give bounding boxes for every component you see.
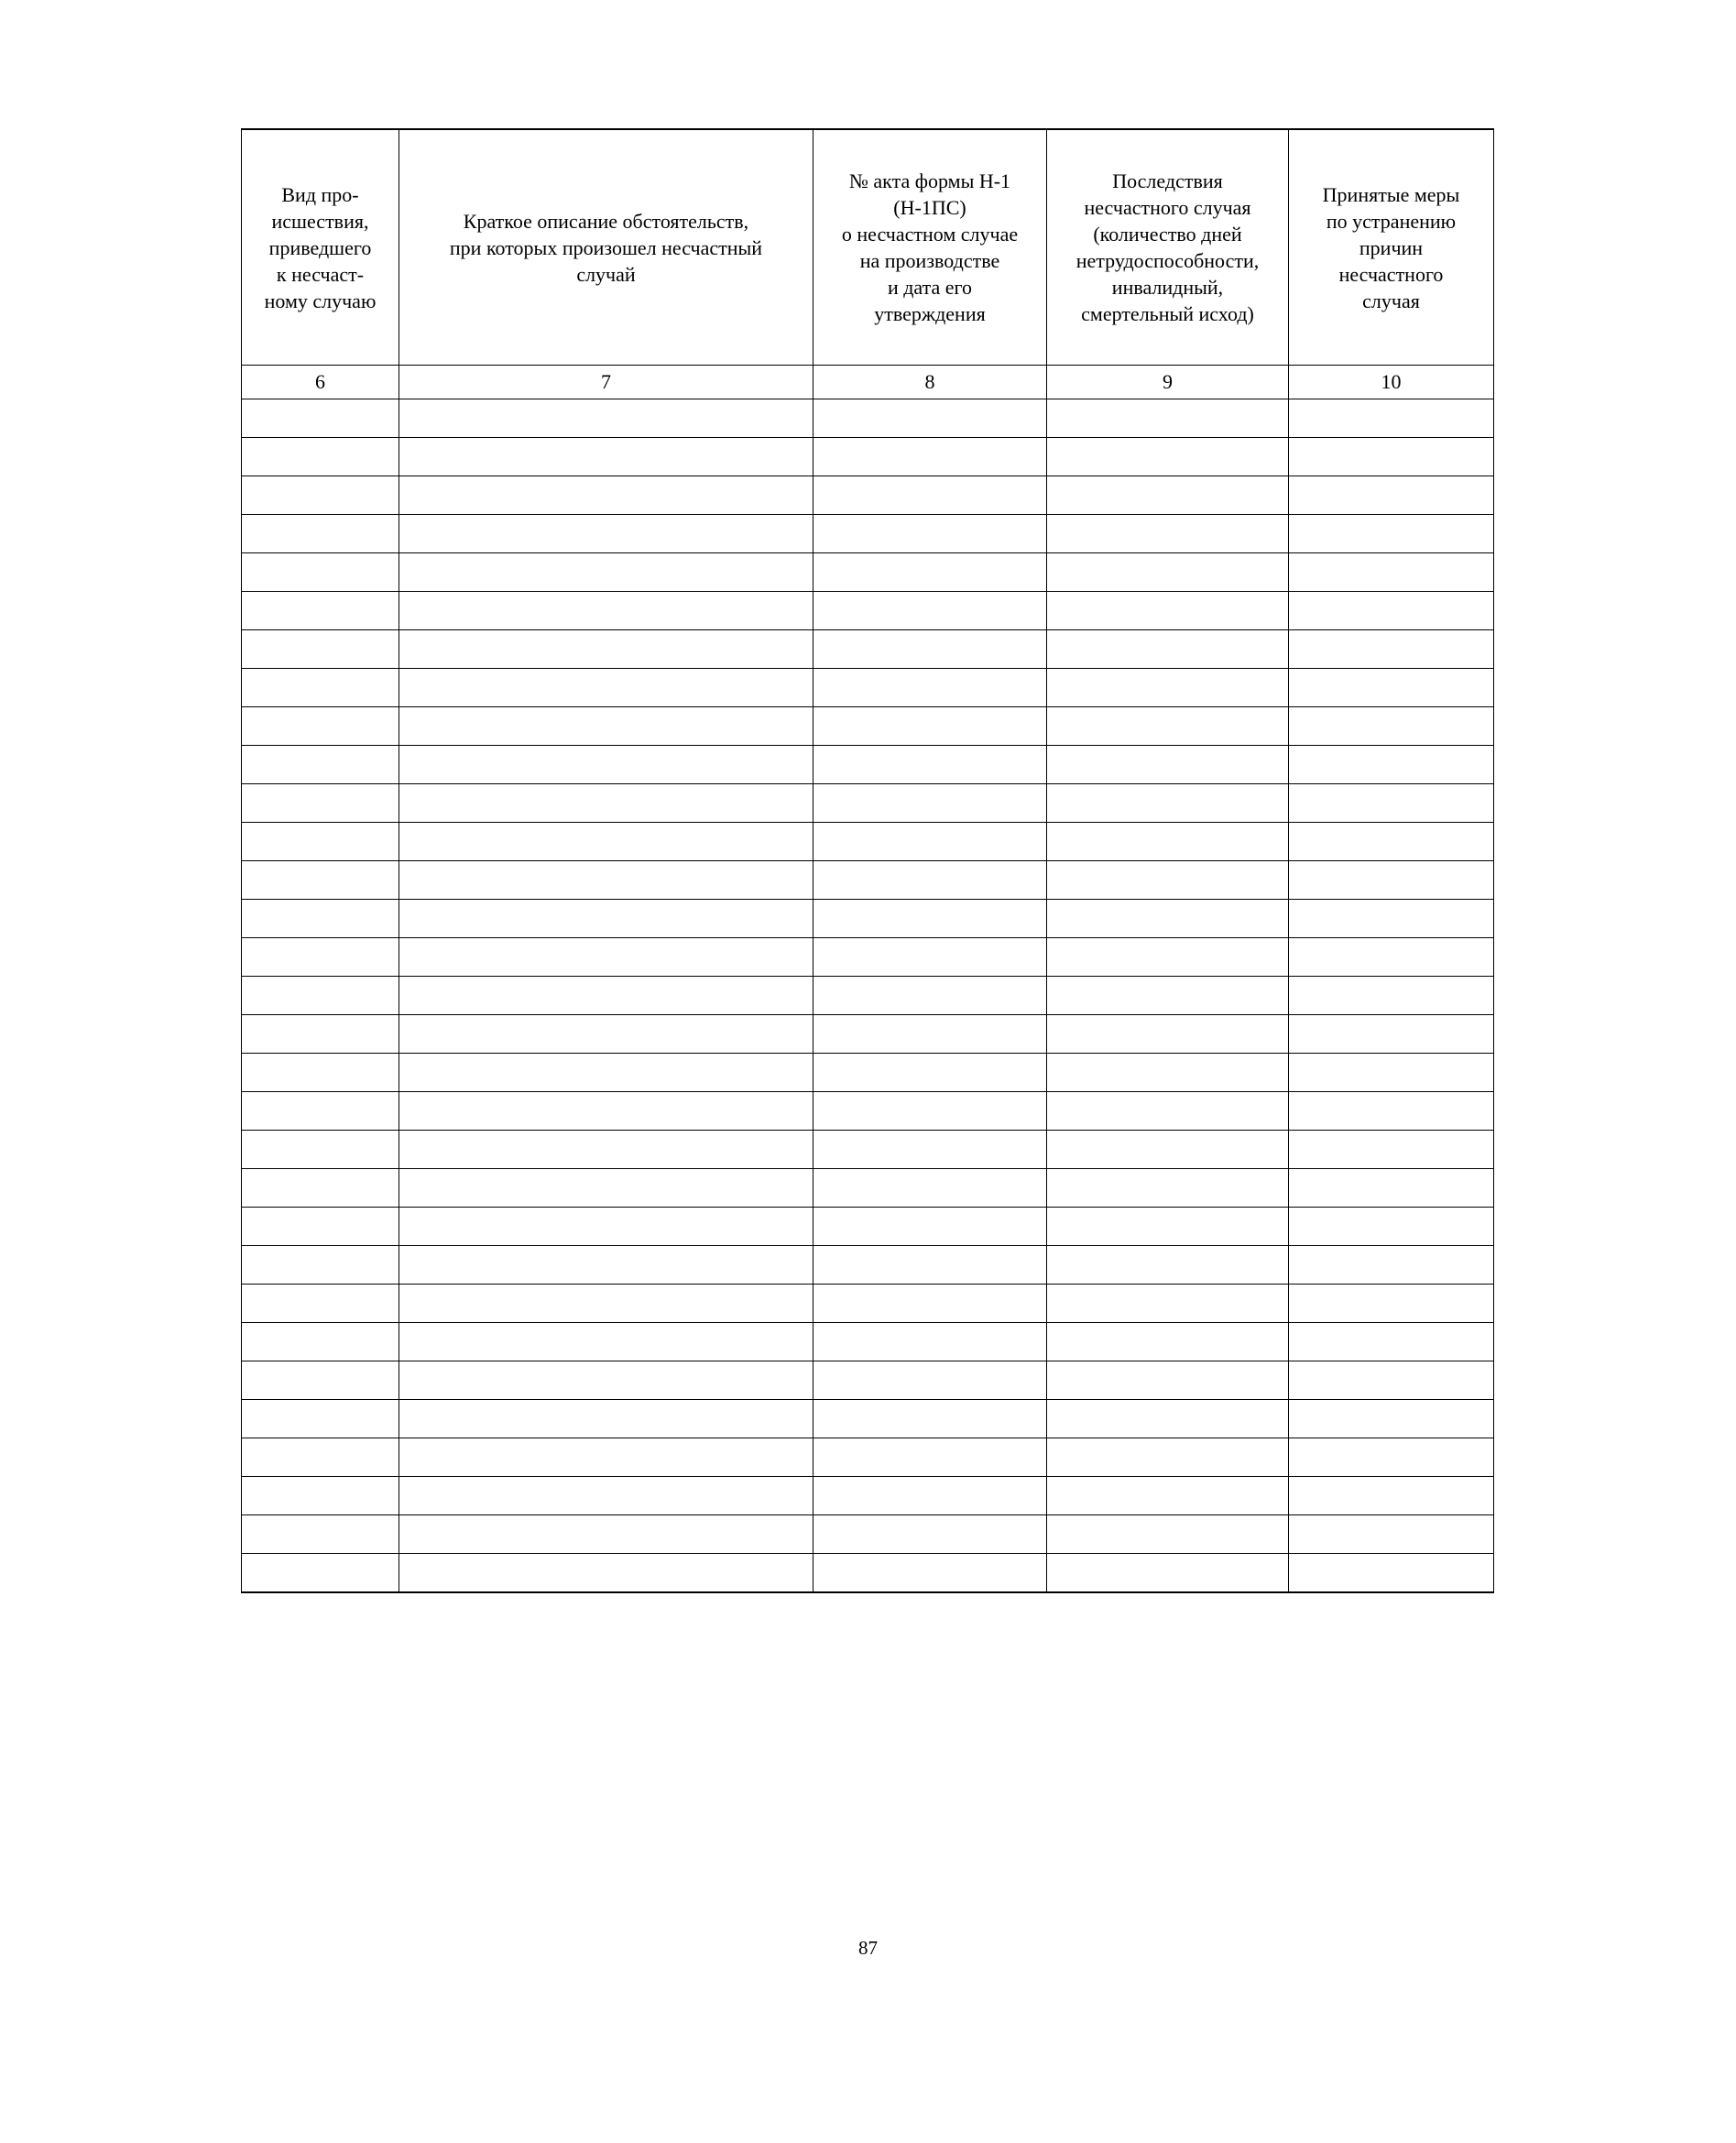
- table-row: [242, 1361, 1494, 1400]
- table-cell-empty[interactable]: [1047, 900, 1289, 938]
- table-cell-empty[interactable]: [399, 1400, 813, 1438]
- table-row: [242, 1554, 1494, 1593]
- table-cell-empty[interactable]: [813, 707, 1047, 746]
- column-number-7: 7: [399, 366, 813, 399]
- column-number-9: 9: [1047, 366, 1289, 399]
- column-header-measures: Принятые меры по устранению причин несчастного случая: [1289, 129, 1494, 366]
- table-cell-empty[interactable]: [399, 1477, 813, 1515]
- table-cell-empty[interactable]: [399, 1054, 813, 1092]
- table-cell-empty[interactable]: [813, 784, 1047, 823]
- table-cell-empty[interactable]: [1047, 1323, 1289, 1361]
- table-cell-empty[interactable]: [1289, 784, 1494, 823]
- table-row: [242, 1400, 1494, 1438]
- table-cell-empty[interactable]: [1289, 823, 1494, 861]
- table-cell-empty[interactable]: [399, 977, 813, 1015]
- table-cell-empty[interactable]: [242, 938, 399, 977]
- table-cell-empty[interactable]: [1047, 515, 1289, 553]
- table-cell-empty[interactable]: [242, 476, 399, 515]
- column-header-consequences: Последствия несчастного случая (количество дней нетрудоспособности, инвалидный, смертельный исход): [1047, 129, 1289, 366]
- table-cell-empty[interactable]: [399, 1323, 813, 1361]
- table-cell-empty[interactable]: [399, 592, 813, 630]
- table-cell-empty[interactable]: [242, 630, 399, 669]
- table-row: [242, 900, 1494, 938]
- table-cell-empty[interactable]: [1047, 1554, 1289, 1593]
- table-cell-empty[interactable]: [399, 784, 813, 823]
- table-cell-empty[interactable]: [813, 900, 1047, 938]
- table-row: [242, 438, 1494, 476]
- table-cell-empty[interactable]: [242, 1169, 399, 1208]
- table-cell-empty[interactable]: [1047, 1169, 1289, 1208]
- table-cell-empty[interactable]: [242, 1015, 399, 1054]
- table-row: [242, 977, 1494, 1015]
- table-cell-empty[interactable]: [242, 1515, 399, 1554]
- table-cell-empty[interactable]: [813, 1169, 1047, 1208]
- table-cell-empty[interactable]: [242, 1054, 399, 1092]
- column-number-10: 10: [1289, 366, 1494, 399]
- table-cell-empty[interactable]: [1047, 938, 1289, 977]
- column-number-row: [242, 366, 1494, 399]
- table-cell-empty[interactable]: [242, 592, 399, 630]
- table-cell-empty[interactable]: [399, 1361, 813, 1400]
- table-cell-empty[interactable]: [1289, 707, 1494, 746]
- table-cell-empty[interactable]: [813, 1477, 1047, 1515]
- table-cell-empty[interactable]: [399, 1554, 813, 1593]
- table-row: [242, 1285, 1494, 1323]
- column-number-6: 6: [242, 366, 399, 399]
- table-cell-empty[interactable]: [813, 553, 1047, 592]
- table-row: [242, 553, 1494, 592]
- table-cell-empty[interactable]: [242, 1323, 399, 1361]
- table-cell-empty[interactable]: [1289, 669, 1494, 707]
- table-row: [242, 1169, 1494, 1208]
- table-cell-empty[interactable]: [399, 707, 813, 746]
- table-row: [242, 1015, 1494, 1054]
- table-cell-empty[interactable]: [242, 1361, 399, 1400]
- table-cell-empty[interactable]: [1289, 746, 1494, 784]
- table-row: [242, 823, 1494, 861]
- table-cell-empty[interactable]: [813, 1131, 1047, 1169]
- table-cell-empty[interactable]: [813, 592, 1047, 630]
- page-number: 87: [858, 1937, 878, 1959]
- table-cell-empty[interactable]: [1289, 1285, 1494, 1323]
- table-cell-empty[interactable]: [1047, 1361, 1289, 1400]
- table-cell-empty[interactable]: [1047, 1092, 1289, 1131]
- table-cell-empty[interactable]: [813, 399, 1047, 438]
- table-row: [242, 669, 1494, 707]
- table-cell-empty[interactable]: [1047, 1400, 1289, 1438]
- table-cell-empty[interactable]: [1047, 1246, 1289, 1285]
- table-row: [242, 515, 1494, 553]
- table-cell-empty[interactable]: [813, 1054, 1047, 1092]
- table-cell-empty[interactable]: [1289, 1015, 1494, 1054]
- table-cell-empty[interactable]: [1047, 707, 1289, 746]
- table-cell-empty[interactable]: [399, 1438, 813, 1477]
- table-cell-empty[interactable]: [1289, 1054, 1494, 1092]
- table-cell-empty[interactable]: [399, 438, 813, 476]
- table-cell-empty[interactable]: [813, 630, 1047, 669]
- table-cell-empty[interactable]: [813, 1515, 1047, 1554]
- table-cell-empty[interactable]: [242, 1131, 399, 1169]
- table-cell-empty[interactable]: [1289, 938, 1494, 977]
- table-cell-empty[interactable]: [399, 1515, 813, 1554]
- table-row: [242, 1208, 1494, 1246]
- table-cell-empty[interactable]: [1289, 1169, 1494, 1208]
- table-cell-empty[interactable]: [399, 1208, 813, 1246]
- table-cell-empty[interactable]: [242, 1285, 399, 1323]
- table-cell-empty[interactable]: [813, 515, 1047, 553]
- table-cell-empty[interactable]: [1289, 553, 1494, 592]
- table-cell-empty[interactable]: [1047, 553, 1289, 592]
- table-cell-empty[interactable]: [1047, 861, 1289, 900]
- table-cell-empty[interactable]: [242, 399, 399, 438]
- table-cell-empty[interactable]: [813, 1092, 1047, 1131]
- table-cell-empty[interactable]: [242, 861, 399, 900]
- table-cell-empty[interactable]: [1289, 1515, 1494, 1554]
- table-header-row: [242, 129, 1494, 366]
- table-cell-empty[interactable]: [1047, 1208, 1289, 1246]
- table-cell-empty[interactable]: [399, 938, 813, 977]
- table-cell-empty[interactable]: [1289, 1246, 1494, 1285]
- column-header-circumstances: Краткое описание обстоятельств, при которых произошел несчастный случай: [399, 129, 813, 366]
- table-cell-empty[interactable]: [1047, 1477, 1289, 1515]
- table-row: [242, 1477, 1494, 1515]
- table-cell-empty[interactable]: [242, 1477, 399, 1515]
- table-row: [242, 630, 1494, 669]
- table-row: [242, 746, 1494, 784]
- table-cell-empty[interactable]: [813, 669, 1047, 707]
- table-cell-empty[interactable]: [399, 746, 813, 784]
- table-cell-empty[interactable]: [1047, 1515, 1289, 1554]
- table-cell-empty[interactable]: [813, 746, 1047, 784]
- table-row: [242, 476, 1494, 515]
- table-row: [242, 784, 1494, 823]
- table-cell-empty[interactable]: [1047, 438, 1289, 476]
- table-cell-empty[interactable]: [1047, 476, 1289, 515]
- table-cell-empty[interactable]: [242, 1400, 399, 1438]
- table-cell-empty[interactable]: [1289, 900, 1494, 938]
- table-cell-empty[interactable]: [1289, 515, 1494, 553]
- table-cell-empty[interactable]: [1289, 861, 1494, 900]
- table-cell-empty[interactable]: [399, 1015, 813, 1054]
- table-cell-empty[interactable]: [1289, 1554, 1494, 1593]
- table-cell-empty[interactable]: [813, 1285, 1047, 1323]
- table-cell-empty[interactable]: [399, 1285, 813, 1323]
- table-cell-empty[interactable]: [813, 476, 1047, 515]
- table-row: [242, 1438, 1494, 1477]
- table-row: [242, 1515, 1494, 1554]
- table-cell-empty[interactable]: [399, 399, 813, 438]
- accident-registry-table: [241, 128, 1494, 1593]
- column-number-8: 8: [813, 366, 1047, 399]
- table-cell-empty[interactable]: [242, 823, 399, 861]
- column-header-incident-type: Вид про- исшествия, приведшего к несчаст- ному случаю: [242, 129, 399, 366]
- table-cell-empty[interactable]: [242, 707, 399, 746]
- table-row: [242, 399, 1494, 438]
- table-row: [242, 1246, 1494, 1285]
- table-cell-empty[interactable]: [813, 1246, 1047, 1285]
- table-cell-empty[interactable]: [399, 900, 813, 938]
- table-row: [242, 1092, 1494, 1131]
- table-cell-empty[interactable]: [1047, 1285, 1289, 1323]
- table-cell-empty[interactable]: [1047, 1015, 1289, 1054]
- table-row: [242, 1054, 1494, 1092]
- table-cell-empty[interactable]: [813, 823, 1047, 861]
- table-cell-empty[interactable]: [813, 1400, 1047, 1438]
- table-cell-empty[interactable]: [399, 669, 813, 707]
- table-row: [242, 707, 1494, 746]
- table-cell-empty[interactable]: [1289, 1323, 1494, 1361]
- table-cell-empty[interactable]: [1047, 592, 1289, 630]
- table-cell-empty[interactable]: [1047, 399, 1289, 438]
- table-cell-empty[interactable]: [1047, 784, 1289, 823]
- table-cell-empty[interactable]: [399, 1092, 813, 1131]
- table-cell-empty[interactable]: [399, 1246, 813, 1285]
- table-row: [242, 1131, 1494, 1169]
- table-cell-empty[interactable]: [399, 630, 813, 669]
- table-cell-empty[interactable]: [399, 861, 813, 900]
- table-cell-empty[interactable]: [1289, 399, 1494, 438]
- table-cell-empty[interactable]: [399, 476, 813, 515]
- table-cell-empty[interactable]: [399, 823, 813, 861]
- table-cell-empty[interactable]: [1289, 592, 1494, 630]
- registry-table-container: [241, 128, 1493, 1593]
- table-cell-empty[interactable]: [813, 1323, 1047, 1361]
- table-cell-empty[interactable]: [399, 553, 813, 592]
- table-cell-empty[interactable]: [1047, 1131, 1289, 1169]
- table-cell-empty[interactable]: [242, 438, 399, 476]
- table-cell-empty[interactable]: [242, 1208, 399, 1246]
- table-cell-empty[interactable]: [1047, 630, 1289, 669]
- table-cell-empty[interactable]: [242, 1438, 399, 1477]
- table-cell-empty[interactable]: [242, 1092, 399, 1131]
- table-cell-empty[interactable]: [1289, 1131, 1494, 1169]
- table-cell-empty[interactable]: [1289, 1438, 1494, 1477]
- table-cell-empty[interactable]: [1047, 669, 1289, 707]
- table-cell-empty[interactable]: [399, 1131, 813, 1169]
- table-cell-empty[interactable]: [813, 1438, 1047, 1477]
- table-cell-empty[interactable]: [242, 977, 399, 1015]
- table-cell-empty[interactable]: [399, 1169, 813, 1208]
- table-body: [242, 399, 1494, 1593]
- table-cell-empty[interactable]: [242, 515, 399, 553]
- table-cell-empty[interactable]: [1047, 977, 1289, 1015]
- table-cell-empty[interactable]: [813, 1361, 1047, 1400]
- table-cell-empty[interactable]: [242, 553, 399, 592]
- table-cell-empty[interactable]: [813, 1208, 1047, 1246]
- table-cell-empty[interactable]: [813, 861, 1047, 900]
- table-cell-empty[interactable]: [1047, 1054, 1289, 1092]
- table-cell-empty[interactable]: [1289, 977, 1494, 1015]
- table-cell-empty[interactable]: [399, 515, 813, 553]
- table-cell-empty[interactable]: [1289, 1477, 1494, 1515]
- table-cell-empty[interactable]: [1289, 1400, 1494, 1438]
- table-cell-empty[interactable]: [813, 438, 1047, 476]
- table-row: [242, 592, 1494, 630]
- table-row: [242, 1323, 1494, 1361]
- table-cell-empty[interactable]: [1047, 1438, 1289, 1477]
- table-cell-empty[interactable]: [242, 669, 399, 707]
- column-header-act-number: № акта формы Н-1 (Н-1ПС) о несчастном случае на производстве и дата его утверждения: [813, 129, 1047, 366]
- table-cell-empty[interactable]: [813, 1554, 1047, 1593]
- table-cell-empty[interactable]: [1289, 476, 1494, 515]
- table-cell-empty[interactable]: [1289, 438, 1494, 476]
- table-cell-empty[interactable]: [1289, 1361, 1494, 1400]
- table-cell-empty[interactable]: [242, 900, 399, 938]
- table-row: [242, 938, 1494, 977]
- table-cell-empty[interactable]: [242, 1554, 399, 1593]
- table-cell-empty[interactable]: [1047, 823, 1289, 861]
- table-cell-empty[interactable]: [813, 1015, 1047, 1054]
- table-cell-empty[interactable]: [813, 938, 1047, 977]
- table-cell-empty[interactable]: [242, 784, 399, 823]
- table-row: [242, 861, 1494, 900]
- table-cell-empty[interactable]: [242, 1246, 399, 1285]
- table-cell-empty[interactable]: [242, 746, 399, 784]
- table-cell-empty[interactable]: [1047, 746, 1289, 784]
- table-cell-empty[interactable]: [1289, 1092, 1494, 1131]
- table-cell-empty[interactable]: [1289, 1208, 1494, 1246]
- table-cell-empty[interactable]: [813, 977, 1047, 1015]
- table-cell-empty[interactable]: [1289, 630, 1494, 669]
